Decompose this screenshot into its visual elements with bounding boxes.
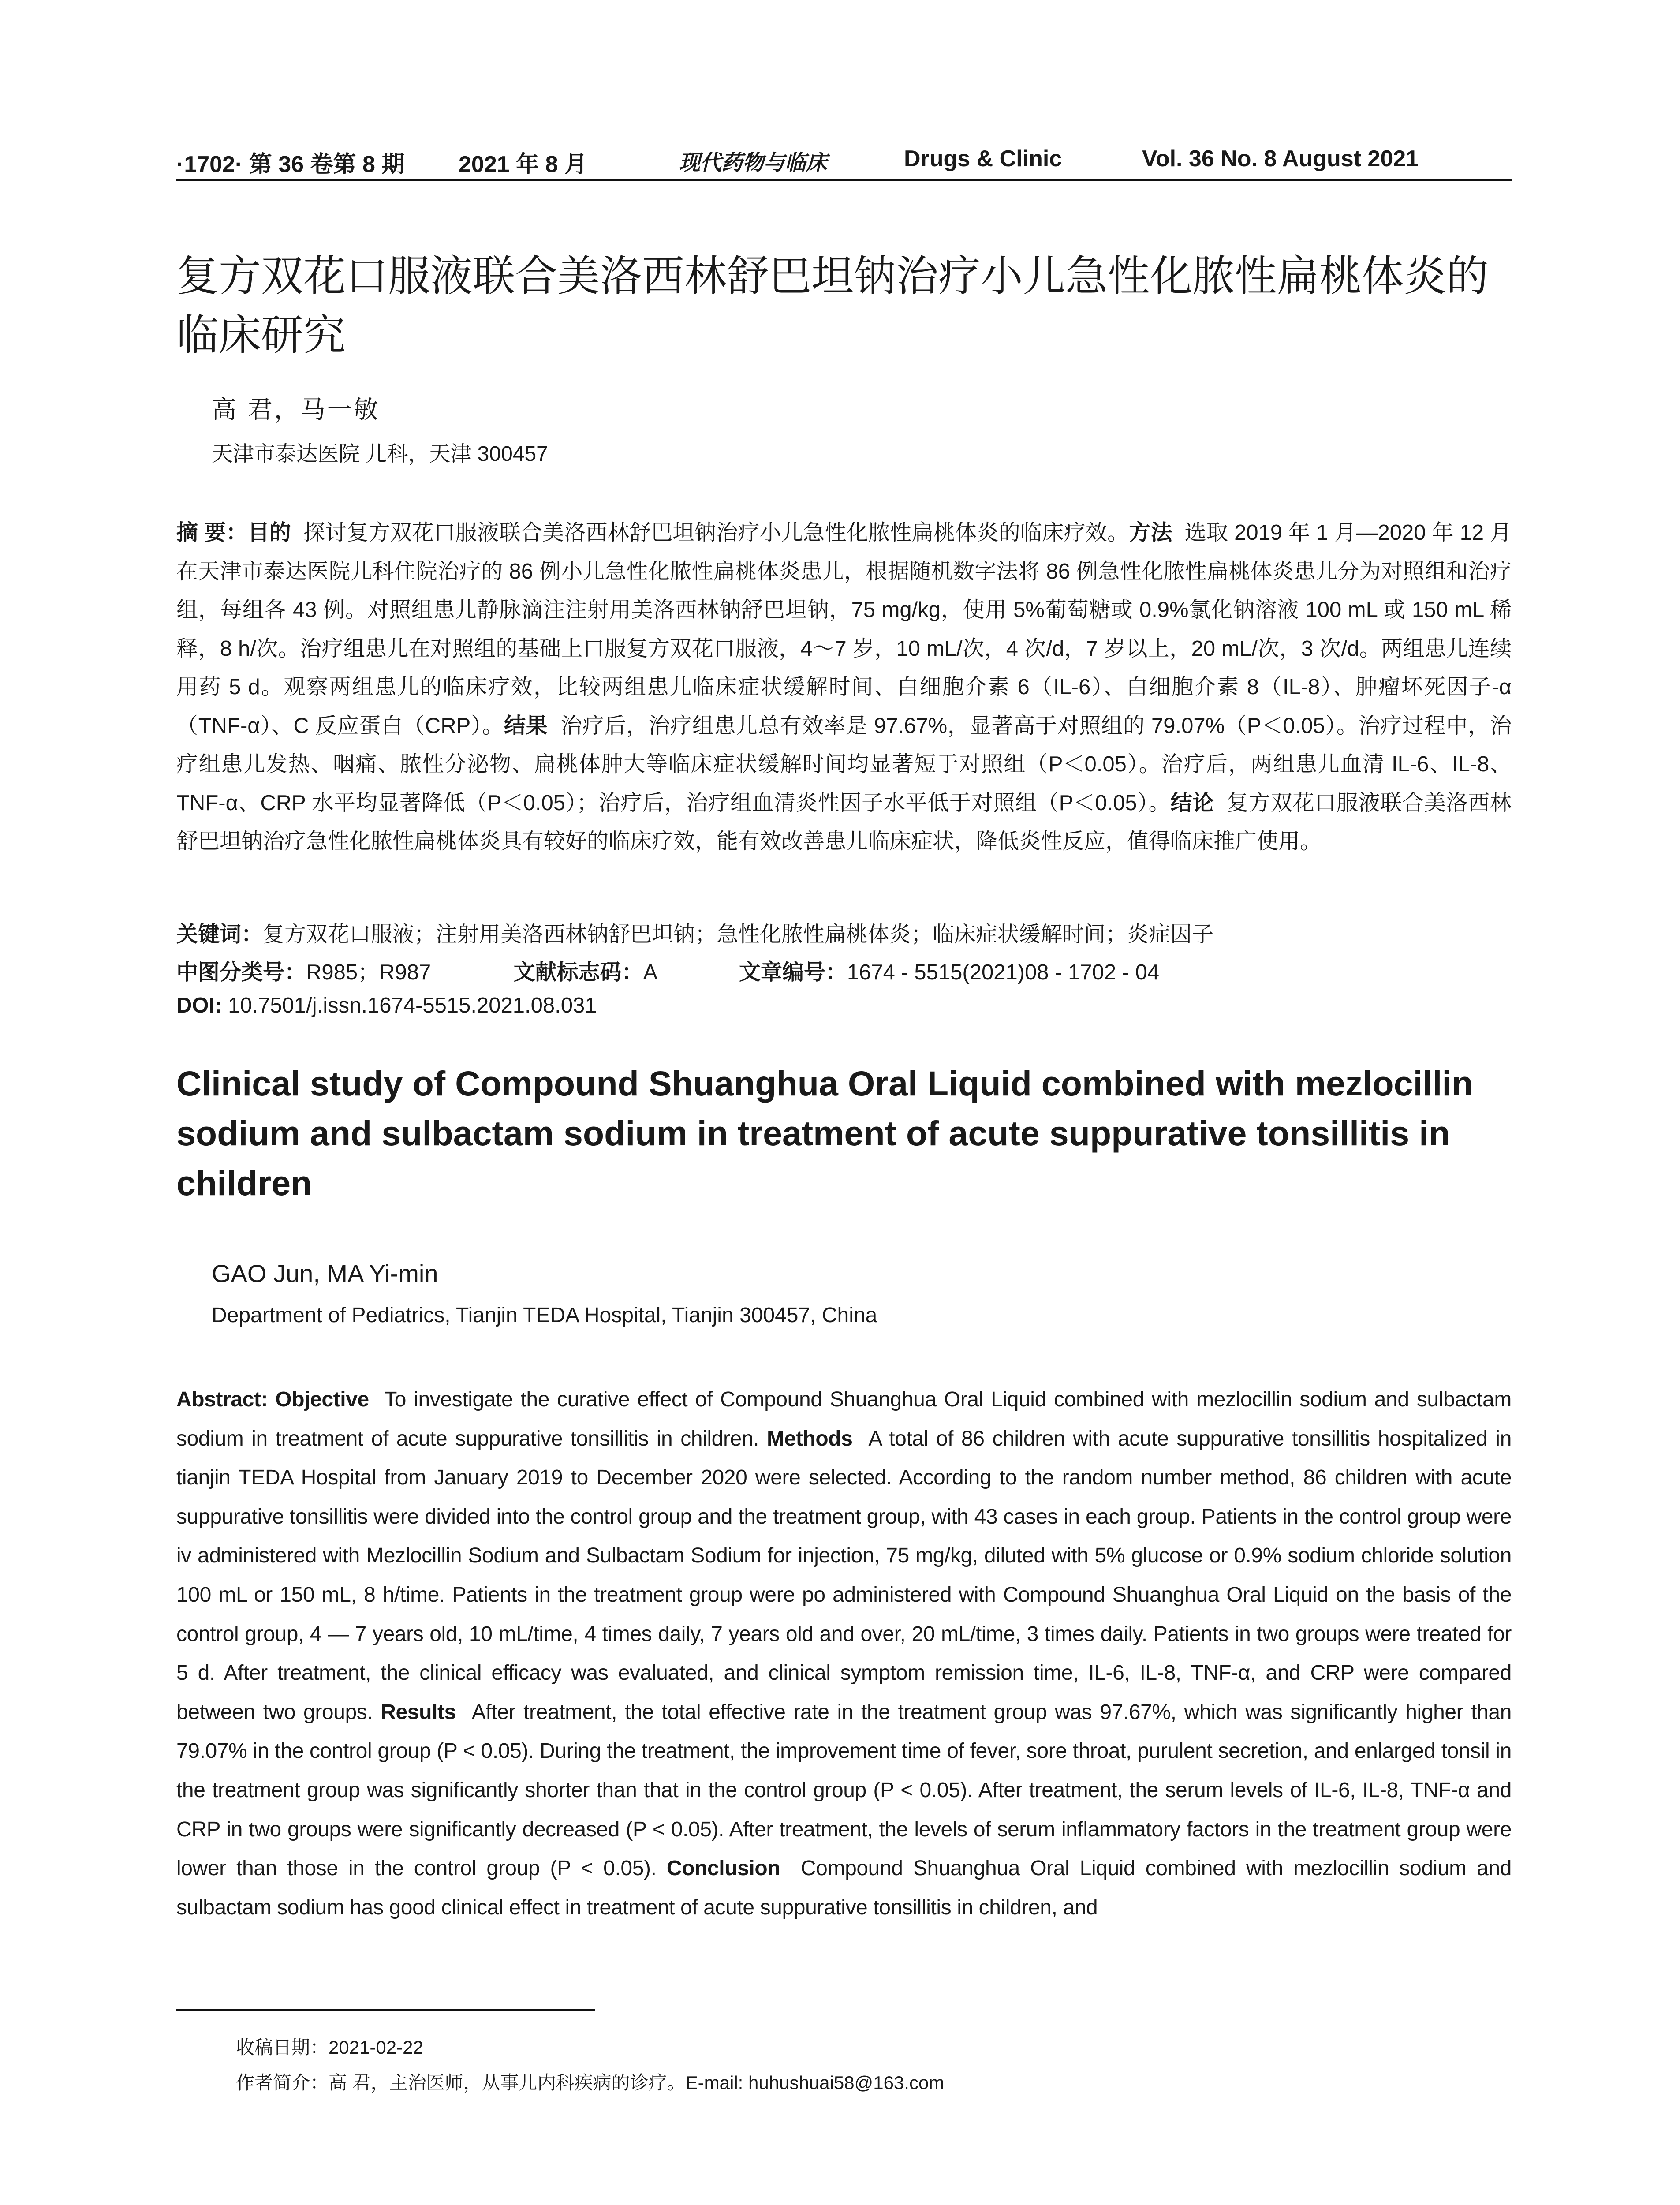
header-journal-en: Drugs & Clinic xyxy=(904,146,1062,172)
header-date-cn: 2021 年 8 月 xyxy=(459,152,587,177)
chinese-abstract xyxy=(176,514,1512,861)
results-tag-cn: 结果 xyxy=(504,714,548,738)
header-journal-cn: 现代药物与临床 xyxy=(679,150,828,175)
english-title: Clinical study of Compound Shuanghua Oral Liquid combined with mezlocillin sodium and sulbactam sodium in treatment of acute suppurative tonsillitis in children xyxy=(176,1064,1473,1203)
keywords-label: 关键词： xyxy=(176,923,263,946)
doi-label: DOI: xyxy=(176,994,222,1017)
doccode-value: A xyxy=(643,960,657,984)
abstract-label-cn: 摘 要： xyxy=(176,521,248,545)
chinese-authors: 高 君，马一敏 xyxy=(212,396,380,424)
clc-label: 中图分类号： xyxy=(176,960,306,984)
objective-tag-cn: 目的 xyxy=(247,521,291,545)
english-abstract xyxy=(176,1380,1512,1927)
objective-tag-en: Objective xyxy=(275,1388,369,1411)
methods-tag-cn: 方法 xyxy=(1129,521,1172,545)
english-authors: GAO Jun, MA Yi-min xyxy=(212,1259,438,1287)
doi-value: 10.7501/j.issn.1674-5515.2021.08.031 xyxy=(228,994,597,1017)
keywords-text: 复方双花口服液；注射用美洛西林钠舒巴坦钠；急性化脓性扁桃体炎；临床症状缓解时间；炎症因子 xyxy=(263,923,1214,946)
articleno-value: 1674 - 5515(2021)08 - 1702 - 04 xyxy=(847,960,1160,984)
header-page-volume: ·1702· 第 36 卷第 8 期 xyxy=(176,152,405,177)
methods-text-cn: 选取 2019 年 1 月—2020 年 12 月在天津市泰达医院儿科住院治疗的 86 例小儿急性化脓性扁桃体炎患儿，根据随机数字法将 86 例急性化脓性扁桃体炎患儿分为对照组和治疗组，每组各 43 例。对照组患儿静脉滴注注射用美洛西林钠舒巴坦钠，75 mg/kg，使用 5%葡萄糖或 0.9%氯化钠溶液 100 mL 或 150 mL 稀释，8 h/次。治疗组患儿在对照组的基础上口服复方双花口服液，4～7 岁，10 mL/次，4 次/d，7 岁以上，20 mL/次，3 次/d。两组患儿连续用药 5 d。观察两组患儿的临床疗效，比较两组患儿临床症状缓解时间、白细胞介素 6（IL-6）、白细胞介素 8（IL-8）、肿瘤坏死因子-α（TNF-α）、C 反应蛋白（CRP）。 xyxy=(176,521,1512,738)
footnote-received: 收稿日期：2021-02-22 xyxy=(236,2037,423,2058)
conclusion-text-en: Compound Shuanghua Oral Liquid combined with mezlocillin sodium and sulbactam sodium has good clinical effect in treatment of acute suppurative tonsillitis in children, and xyxy=(176,1857,1512,1919)
doccode-label: 文献标志码： xyxy=(513,960,643,984)
header-volume-en: Vol. 36 No. 8 August 2021 xyxy=(1142,146,1419,172)
results-text-cn: 治疗后，治疗组患儿总有效率是 97.67%，显著高于对照组的 79.07%（P＜0.05）。治疗过程中，治疗组患儿发热、咽痛、脓性分泌物、扁桃体肿大等临床症状缓解时间均显著短于对照组（P＜0.05）。治疗后，两组患儿血清 IL-6、IL-8、TNF-α、CRP 水平均显著降低（P＜0.05）；治疗后，治疗组血清炎性因子水平低于对照组（P＜0.05）。 xyxy=(176,714,1512,815)
conclusion-text-cn: 复方双花口服液联合美洛西林舒巴坦钠治疗急性化脓性扁桃体炎具有较好的临床疗效，能有效改善患儿临床症状，降低炎性反应，值得临床推广使用。 xyxy=(176,791,1512,853)
results-tag-en: Results xyxy=(381,1700,456,1724)
clc-value: R985；R987 xyxy=(306,960,431,984)
conclusion-tag-cn: 结论 xyxy=(1170,791,1214,815)
results-text-en: After treatment, the total effective rate in the treatment group was 97.67%, which was significantly higher than 79.07% in the control group (P < 0.05). During the treatment, the improvement time of fever, sore throat, purulent secretion, and enlarged tonsil in the treatment group was significantly shorter than that in the control group (P < 0.05). After treatment, the serum levels of IL-6, IL-8, TNF-α and CRP in two groups were significantly decreased (P < 0.05). After treatment, the levels of serum inflammatory factors in the treatment group were lower than those in the control group (P < 0.05). xyxy=(176,1700,1512,1880)
objective-text-en: To investigate the curative effect of Compound Shuanghua Oral Liquid combined with mezlocillin sodium and sulbactam sodium in treatment of acute suppurative tonsillitis in children. xyxy=(176,1388,1512,1450)
footnote-author-bio: 作者简介：高 君，主治医师，从事儿内科疾病的诊疗。E-mail: huhushuai58@163.com xyxy=(236,2072,945,2093)
abstract-label-en: Abstract: xyxy=(176,1388,268,1411)
running-header xyxy=(176,139,1512,181)
english-affiliation: Department of Pediatrics, Tianjin TEDA Hospital, Tianjin 300457, China xyxy=(212,1304,877,1327)
keywords-line xyxy=(176,917,1213,948)
chinese-title: 复方双花口服液联合美洛西林舒巴坦钠治疗小儿急性化脓性扁桃体炎的临床研究 xyxy=(176,253,1489,359)
chinese-affiliation: 天津市泰达医院 儿科，天津 300457 xyxy=(212,442,548,466)
classification-line xyxy=(176,955,1159,986)
doi-line xyxy=(176,993,597,1018)
articleno-label: 文章编号： xyxy=(739,960,847,984)
footnote-divider xyxy=(176,2009,595,2011)
objective-text-cn: 探讨复方双花口服液联合美洛西林舒巴坦钠治疗小儿急性化脓性扁桃体炎的临床疗效。 xyxy=(303,521,1129,545)
methods-tag-en: Methods xyxy=(767,1427,853,1450)
conclusion-tag-en: Conclusion xyxy=(666,1857,780,1880)
methods-text-en: A total of 86 children with acute suppurative tonsillitis hospitalized in tianjin TEDA Hospital from January 2019 to December 2020 were selected. According to the random number method, 86 children with acute suppurative tonsillitis were divided into the control group and the treatment group, with 43 cases in each group. Patients in the control group were iv administered with Mezlocillin Sodium and Sulbactam Sodium for injection, 75 mg/kg, diluted with 5% glucose or 0.9% sodium chloride solution 100 mL or 150 mL, 8 h/time. Patients in the treatment group were po administered with Compound Shuanghua Oral Liquid on the basis of the control group, 4 — 7 years old, 10 mL/time, 4 times daily, 7 years old and over, 20 mL/time, 3 times daily. Patients in two groups were treated for 5 d. After treatment, the clinical efficacy was evaluated, and clinical symptom remission time, IL-6, IL-8, TNF-α, and CRP were compared between two groups. xyxy=(176,1427,1512,1724)
